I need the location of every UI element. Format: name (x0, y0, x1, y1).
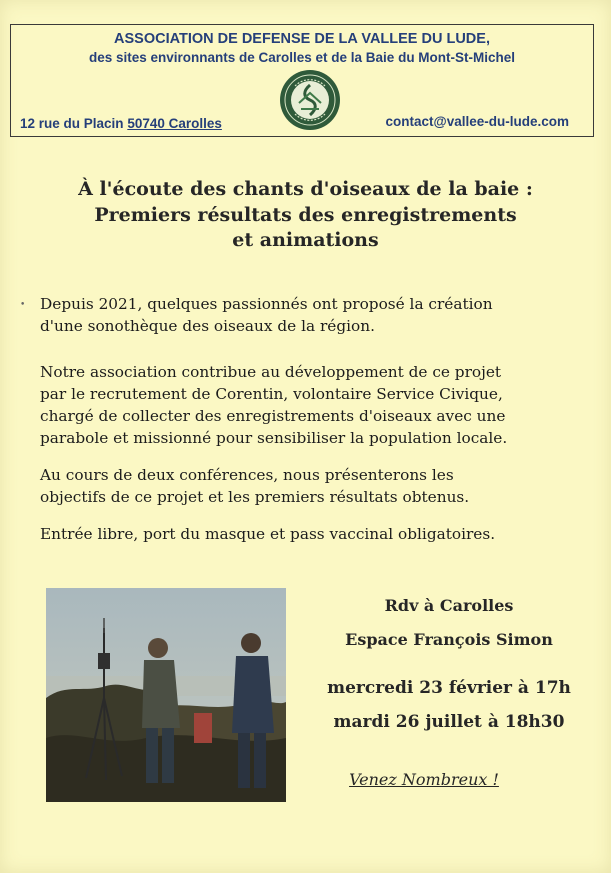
text-line: parabole et missionné pour sensibiliser la population locale. (40, 429, 508, 447)
paragraph-project (40, 361, 585, 449)
event-venue: Espace François Simon (345, 630, 553, 649)
address-street: 12 rue du Placin (20, 116, 124, 131)
title-line: et animations (232, 229, 379, 251)
org-name: ASSOCIATION DE DEFENSE DE LA VALLEE DU LUDE, (114, 31, 490, 47)
text-line: Notre association contribue au développement de ce projet (40, 363, 502, 381)
text-line: chargé de collecter des enregistrements d'oiseaux avec une (40, 407, 506, 425)
text-line: Depuis 2021, quelques passionnés ont proposé la création (40, 295, 493, 313)
page-title (20, 177, 591, 254)
title-line: À l'écoute des chants d'oiseaux de la baie : (78, 178, 533, 200)
event-date-1: mercredi 23 février à 17h (327, 678, 571, 698)
org-subtitle: des sites environnants de Carolles et de la Baie du Mont-St-Michel (88, 50, 516, 65)
email-link[interactable]: contact@vallee-du-lude.com (385, 114, 569, 129)
text-line: Entrée libre, port du masque et pass vaccinal obligatoires. (40, 525, 496, 543)
association-seal-logo (279, 69, 341, 131)
text-line: objectifs de ce projet et les premiers résultats obtenus. (40, 488, 470, 506)
text-line: d'une sonothèque des oiseaux de la région. (40, 317, 375, 335)
birdwatchers-photo (46, 588, 286, 802)
paragraph-intro (40, 293, 585, 337)
text-line: par le recrutement de Corentin, volontaire Service Civique, (40, 385, 503, 403)
event-location: Rdv à Carolles (384, 596, 514, 615)
letterhead (10, 24, 594, 137)
address-postal: 50740 Carolles (127, 116, 222, 131)
text-line: Au cours de deux conférences, nous présenterons les (40, 466, 454, 484)
event-date-2: mardi 26 juillet à 18h30 (333, 712, 565, 732)
title-line: Premiers résultats des enregistrements (94, 203, 517, 226)
address (20, 116, 222, 131)
paragraph-conferences (40, 464, 585, 508)
call-to-action: Venez Nombreux ! (349, 770, 499, 789)
margin-mark: • (20, 300, 26, 310)
paragraph-entry (40, 523, 585, 545)
